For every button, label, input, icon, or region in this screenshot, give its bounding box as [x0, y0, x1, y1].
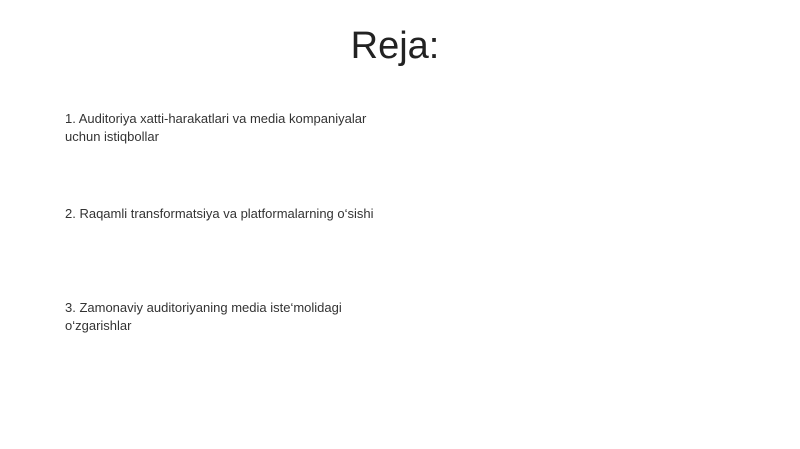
- slide-title: Reja:: [350, 25, 440, 67]
- plan-item-1: 1. Auditoriya xatti-harakatlari va media kompaniyalar uchun istiqbollar: [65, 111, 367, 144]
- plan-item-3: 3. Zamonaviy auditoriyaning media iste‘molidagi o‘zgarishlar: [65, 300, 342, 333]
- plan-item-2: 2. Raqamli transformatsiya va platformalarning o‘sishi: [65, 206, 374, 221]
